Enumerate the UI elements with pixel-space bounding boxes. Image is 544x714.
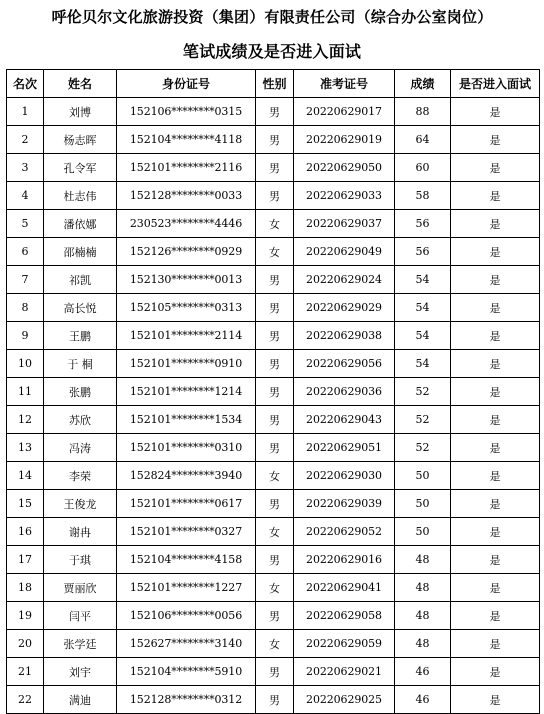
cell-name: 邵楠楠	[44, 238, 117, 266]
cell-interview-status: 是	[451, 154, 540, 182]
table-row	[7, 686, 540, 714]
cell-id-number: 152126********0929	[117, 238, 256, 266]
cell-ticket-number: 20220629051	[294, 434, 395, 462]
cell-rank: 3	[7, 154, 44, 182]
cell-score: 60	[395, 154, 451, 182]
cell-gender: 男	[256, 154, 294, 182]
header-ticket-number: 准考证号	[294, 70, 395, 98]
cell-ticket-number: 20220629059	[294, 630, 395, 658]
table-row	[7, 406, 540, 434]
table-row	[7, 518, 540, 546]
cell-name: 张鹏	[44, 378, 117, 406]
cell-ticket-number: 20220629029	[294, 294, 395, 322]
cell-ticket-number: 20220629030	[294, 462, 395, 490]
table-body	[7, 98, 540, 714]
cell-name: 潘依娜	[44, 210, 117, 238]
cell-ticket-number: 20220629043	[294, 406, 395, 434]
cell-rank: 15	[7, 490, 44, 518]
cell-id-number: 152105********0313	[117, 294, 256, 322]
cell-rank: 18	[7, 574, 44, 602]
table-row	[7, 182, 540, 210]
cell-interview-status: 是	[451, 434, 540, 462]
cell-ticket-number: 20220629016	[294, 546, 395, 574]
cell-name: 杨志晖	[44, 126, 117, 154]
cell-gender: 男	[256, 294, 294, 322]
header-name: 姓名	[44, 70, 117, 98]
cell-name: 孔令军	[44, 154, 117, 182]
cell-name: 刘宇	[44, 658, 117, 686]
cell-gender: 男	[256, 98, 294, 126]
cell-id-number: 152106********0315	[117, 98, 256, 126]
cell-name: 贾丽欣	[44, 574, 117, 602]
cell-name: 李荣	[44, 462, 117, 490]
cell-interview-status: 是	[451, 98, 540, 126]
cell-ticket-number: 20220629025	[294, 686, 395, 714]
cell-ticket-number: 20220629039	[294, 490, 395, 518]
cell-rank: 12	[7, 406, 44, 434]
cell-gender: 男	[256, 322, 294, 350]
table-row	[7, 546, 540, 574]
document-subtitle: 笔试成绩及是否进入面试	[182, 42, 362, 61]
cell-score: 54	[395, 322, 451, 350]
cell-rank: 10	[7, 350, 44, 378]
cell-ticket-number: 20220629033	[294, 182, 395, 210]
cell-ticket-number: 20220629052	[294, 518, 395, 546]
cell-score: 48	[395, 546, 451, 574]
cell-gender: 男	[256, 182, 294, 210]
cell-name: 谢冉	[44, 518, 117, 546]
cell-gender: 女	[256, 462, 294, 490]
cell-interview-status: 是	[451, 126, 540, 154]
table-row	[7, 378, 540, 406]
cell-name: 祁凯	[44, 266, 117, 294]
cell-interview-status: 是	[451, 490, 540, 518]
cell-rank: 9	[7, 322, 44, 350]
cell-score: 52	[395, 378, 451, 406]
cell-score: 54	[395, 266, 451, 294]
cell-gender: 男	[256, 378, 294, 406]
cell-interview-status: 是	[451, 266, 540, 294]
cell-name: 闫平	[44, 602, 117, 630]
cell-interview-status: 是	[451, 210, 540, 238]
table-row	[7, 630, 540, 658]
cell-score: 48	[395, 574, 451, 602]
table-row	[7, 98, 540, 126]
cell-id-number: 152101********1214	[117, 378, 256, 406]
cell-interview-status: 是	[451, 574, 540, 602]
cell-gender: 女	[256, 518, 294, 546]
cell-interview-status: 是	[451, 630, 540, 658]
header-interview-status: 是否进入面试	[451, 70, 540, 98]
cell-ticket-number: 20220629037	[294, 210, 395, 238]
cell-ticket-number: 20220629058	[294, 602, 395, 630]
cell-rank: 17	[7, 546, 44, 574]
cell-rank: 20	[7, 630, 44, 658]
cell-name: 苏欣	[44, 406, 117, 434]
cell-id-number: 152101********2114	[117, 322, 256, 350]
cell-score: 50	[395, 518, 451, 546]
cell-score: 50	[395, 490, 451, 518]
header-id-number: 身份证号	[117, 70, 256, 98]
cell-rank: 1	[7, 98, 44, 126]
cell-name: 冯涛	[44, 434, 117, 462]
cell-ticket-number: 20220629049	[294, 238, 395, 266]
cell-id-number: 152627********3140	[117, 630, 256, 658]
cell-interview-status: 是	[451, 182, 540, 210]
cell-interview-status: 是	[451, 602, 540, 630]
cell-rank: 22	[7, 686, 44, 714]
cell-id-number: 152101********1227	[117, 574, 256, 602]
cell-interview-status: 是	[451, 406, 540, 434]
cell-id-number: 152104********4118	[117, 126, 256, 154]
cell-rank: 13	[7, 434, 44, 462]
cell-interview-status: 是	[451, 518, 540, 546]
cell-interview-status: 是	[451, 294, 540, 322]
cell-gender: 女	[256, 630, 294, 658]
cell-rank: 7	[7, 266, 44, 294]
cell-score: 58	[395, 182, 451, 210]
cell-score: 46	[395, 658, 451, 686]
cell-score: 54	[395, 294, 451, 322]
cell-rank: 6	[7, 238, 44, 266]
cell-id-number: 152101********2116	[117, 154, 256, 182]
cell-score: 52	[395, 406, 451, 434]
cell-ticket-number: 20220629019	[294, 126, 395, 154]
cell-gender: 男	[256, 406, 294, 434]
cell-name: 王鹏	[44, 322, 117, 350]
cell-name: 杜志伟	[44, 182, 117, 210]
table-row	[7, 154, 540, 182]
cell-id-number: 152101********0310	[117, 434, 256, 462]
cell-gender: 男	[256, 126, 294, 154]
cell-interview-status: 是	[451, 350, 540, 378]
header-gender: 性别	[256, 70, 294, 98]
cell-score: 54	[395, 350, 451, 378]
table-row	[7, 238, 540, 266]
cell-interview-status: 是	[451, 546, 540, 574]
cell-id-number: 152104********5910	[117, 658, 256, 686]
cell-gender: 女	[256, 210, 294, 238]
cell-ticket-number: 20220629017	[294, 98, 395, 126]
cell-name: 于琪	[44, 546, 117, 574]
cell-ticket-number: 20220629050	[294, 154, 395, 182]
table-row	[7, 462, 540, 490]
header-score: 成绩	[395, 70, 451, 98]
cell-score: 48	[395, 630, 451, 658]
cell-id-number: 152824********3940	[117, 462, 256, 490]
cell-ticket-number: 20220629041	[294, 574, 395, 602]
cell-rank: 2	[7, 126, 44, 154]
cell-gender: 女	[256, 574, 294, 602]
table-row	[7, 658, 540, 686]
table-header-row	[7, 70, 540, 98]
cell-ticket-number: 20220629036	[294, 378, 395, 406]
cell-name: 高长悦	[44, 294, 117, 322]
cell-rank: 4	[7, 182, 44, 210]
cell-rank: 14	[7, 462, 44, 490]
cell-id-number: 152106********0056	[117, 602, 256, 630]
cell-id-number: 152128********0033	[117, 182, 256, 210]
table-row	[7, 602, 540, 630]
cell-gender: 男	[256, 602, 294, 630]
cell-rank: 5	[7, 210, 44, 238]
table-row	[7, 126, 540, 154]
cell-id-number: 152101********1534	[117, 406, 256, 434]
cell-id-number: 152128********0312	[117, 686, 256, 714]
cell-gender: 男	[256, 686, 294, 714]
cell-interview-status: 是	[451, 238, 540, 266]
cell-rank: 8	[7, 294, 44, 322]
table-row	[7, 434, 540, 462]
cell-score: 56	[395, 238, 451, 266]
cell-gender: 女	[256, 238, 294, 266]
cell-name: 满迪	[44, 686, 117, 714]
cell-rank: 21	[7, 658, 44, 686]
cell-rank: 19	[7, 602, 44, 630]
cell-gender: 男	[256, 490, 294, 518]
cell-score: 64	[395, 126, 451, 154]
cell-id-number: 152101********0617	[117, 490, 256, 518]
header-rank: 名次	[7, 70, 44, 98]
cell-name: 于 桐	[44, 350, 117, 378]
cell-gender: 男	[256, 658, 294, 686]
cell-id-number: 152101********0910	[117, 350, 256, 378]
cell-score: 46	[395, 686, 451, 714]
cell-id-number: 152104********4158	[117, 546, 256, 574]
cell-gender: 男	[256, 350, 294, 378]
table-row	[7, 266, 540, 294]
table-row	[7, 350, 540, 378]
cell-gender: 男	[256, 434, 294, 462]
cell-name: 刘博	[44, 98, 117, 126]
results-table	[6, 69, 540, 714]
cell-rank: 16	[7, 518, 44, 546]
table-row	[7, 490, 540, 518]
cell-ticket-number: 20220629024	[294, 266, 395, 294]
cell-score: 56	[395, 210, 451, 238]
cell-rank: 11	[7, 378, 44, 406]
cell-interview-status: 是	[451, 378, 540, 406]
cell-id-number: 152130********0013	[117, 266, 256, 294]
table-row	[7, 210, 540, 238]
cell-interview-status: 是	[451, 686, 540, 714]
cell-interview-status: 是	[451, 462, 540, 490]
cell-id-number: 230523********4446	[117, 210, 256, 238]
cell-ticket-number: 20220629038	[294, 322, 395, 350]
cell-name: 王俊龙	[44, 490, 117, 518]
table-row	[7, 322, 540, 350]
cell-gender: 男	[256, 546, 294, 574]
cell-score: 48	[395, 602, 451, 630]
cell-score: 52	[395, 434, 451, 462]
cell-interview-status: 是	[451, 658, 540, 686]
cell-name: 张学廷	[44, 630, 117, 658]
cell-interview-status: 是	[451, 322, 540, 350]
cell-id-number: 152101********0327	[117, 518, 256, 546]
cell-score: 88	[395, 98, 451, 126]
table-row	[7, 574, 540, 602]
document-title: 呼伦贝尔文化旅游投资（集团）有限责任公司（综合办公室岗位）	[51, 8, 493, 26]
table-row	[7, 294, 540, 322]
cell-score: 50	[395, 462, 451, 490]
cell-ticket-number: 20220629021	[294, 658, 395, 686]
cell-gender: 男	[256, 266, 294, 294]
cell-ticket-number: 20220629056	[294, 350, 395, 378]
